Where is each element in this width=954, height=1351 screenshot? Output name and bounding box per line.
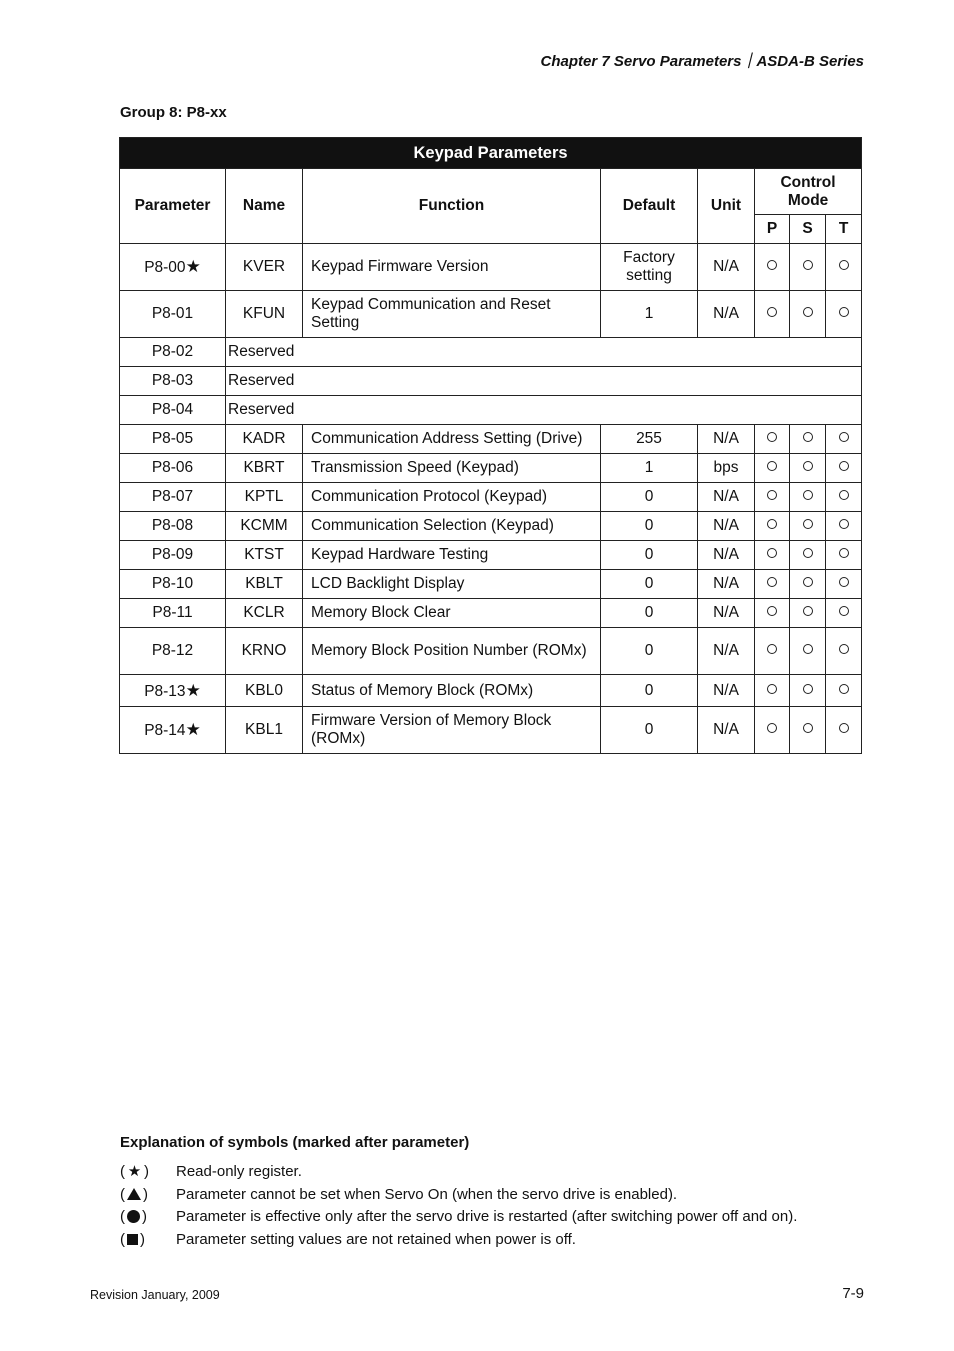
cell-name: KRNO xyxy=(226,628,303,675)
cell-mode-t xyxy=(826,483,862,512)
cell-mode-p xyxy=(755,512,790,541)
header-default: Default xyxy=(601,169,698,244)
circle-icon xyxy=(767,644,777,654)
cell-function: Keypad Firmware Version xyxy=(303,244,601,291)
keypad-parameters-table xyxy=(119,137,862,754)
revision-footer: Revision January, 2009 xyxy=(90,1288,220,1302)
cell-mode-t xyxy=(826,291,862,338)
circle-icon xyxy=(803,307,813,317)
cell-default: 0 xyxy=(601,628,698,675)
legend-item xyxy=(120,1228,797,1251)
cell-mode-s xyxy=(790,454,826,483)
cell-mode-s xyxy=(790,599,826,628)
cell-unit: N/A xyxy=(698,541,755,570)
cell-function: Memory Block Clear xyxy=(303,599,601,628)
parameter-code: P8-04 xyxy=(151,401,194,418)
cell-function: Memory Block Position Number (ROMx) xyxy=(303,628,601,675)
legend-text: Parameter setting values are not retained when power is off. xyxy=(176,1230,576,1248)
cell-mode-t xyxy=(826,628,862,675)
cell-default: 0 xyxy=(601,483,698,512)
cell-reserved: Reserved xyxy=(226,338,862,367)
parameter-code: P8-00 xyxy=(144,259,186,276)
cell-parameter xyxy=(120,707,226,754)
table-row xyxy=(120,541,862,570)
cell-unit: N/A xyxy=(698,291,755,338)
cell-mode-p xyxy=(755,483,790,512)
symbol-legend xyxy=(120,1160,797,1251)
cell-mode-t xyxy=(826,425,862,454)
circle-icon xyxy=(767,723,777,733)
cell-mode-t xyxy=(826,512,862,541)
cell-mode-p xyxy=(755,291,790,338)
legend-symbol: ( ) xyxy=(120,1230,145,1248)
legend-item xyxy=(120,1183,797,1206)
cell-default: 1 xyxy=(601,291,698,338)
cell-name: KBL1 xyxy=(226,707,303,754)
cell-name: KFUN xyxy=(226,291,303,338)
cell-unit: N/A xyxy=(698,512,755,541)
legend-text: Read-only register. xyxy=(176,1162,302,1180)
table-row xyxy=(120,707,862,754)
cell-unit: N/A xyxy=(698,570,755,599)
cell-mode-p xyxy=(755,707,790,754)
circle-icon xyxy=(767,548,777,558)
cell-unit: N/A xyxy=(698,483,755,512)
cell-function: Transmission Speed (Keypad) xyxy=(303,454,601,483)
cell-default: 1 xyxy=(601,454,698,483)
parameter-code: P8-09 xyxy=(151,546,194,563)
circle-icon xyxy=(803,519,813,529)
cell-mode-s xyxy=(790,244,826,291)
parameter-code: P8-06 xyxy=(151,459,194,476)
table-row xyxy=(120,338,862,367)
cell-default: 0 xyxy=(601,675,698,707)
cell-name: KVER xyxy=(226,244,303,291)
legend-symbol: ( ) xyxy=(120,1208,147,1226)
table-row xyxy=(120,628,862,675)
table-banner: Keypad Parameters xyxy=(120,138,862,169)
star-icon: ★ xyxy=(185,680,201,700)
star-icon: ★ xyxy=(185,720,201,739)
cell-parameter xyxy=(120,338,226,367)
cell-mode-s xyxy=(790,707,826,754)
cell-mode-s xyxy=(790,628,826,675)
cell-parameter xyxy=(120,244,226,291)
parameter-code: P8-05 xyxy=(151,430,194,447)
cell-mode-t xyxy=(826,675,862,707)
cell-name: KBLT xyxy=(226,570,303,599)
legend-title: Explanation of symbols (marked after parameter) xyxy=(120,1134,470,1151)
cell-mode-p xyxy=(755,454,790,483)
cell-function: Communication Address Setting (Drive) xyxy=(303,425,601,454)
cell-parameter xyxy=(120,454,226,483)
table-row xyxy=(120,675,862,707)
cell-function: Firmware Version of Memory Block (ROMx) xyxy=(303,707,601,754)
cell-mode-p xyxy=(755,541,790,570)
table-row xyxy=(120,367,862,396)
circle-icon xyxy=(839,723,849,733)
cell-mode-s xyxy=(790,483,826,512)
table-row xyxy=(120,599,862,628)
cell-name: KPTL xyxy=(226,483,303,512)
circle-icon xyxy=(839,577,849,587)
circle-icon xyxy=(803,577,813,587)
parameter-code: P8-11 xyxy=(152,604,193,621)
cell-name: KCMM xyxy=(226,512,303,541)
cell-mode-s xyxy=(790,675,826,707)
cell-unit: N/A xyxy=(698,675,755,707)
cell-default: 0 xyxy=(601,599,698,628)
cell-mode-t xyxy=(826,541,862,570)
table-row xyxy=(120,483,862,512)
table-row xyxy=(120,396,862,425)
cell-parameter xyxy=(120,425,226,454)
cell-mode-p xyxy=(755,570,790,599)
cell-name: KADR xyxy=(226,425,303,454)
header-mode-t: T xyxy=(826,215,862,244)
legend-symbol: ( ★ ) xyxy=(120,1162,149,1181)
cell-parameter xyxy=(120,628,226,675)
cell-parameter xyxy=(120,675,226,707)
circle-icon xyxy=(767,432,777,442)
page-number: 7-9 xyxy=(842,1285,864,1302)
cell-name: KCLR xyxy=(226,599,303,628)
header-function: Function xyxy=(303,169,601,244)
star-icon: ★ xyxy=(127,1163,142,1181)
circle-icon xyxy=(767,606,777,616)
cell-mode-p xyxy=(755,599,790,628)
table-row xyxy=(120,425,862,454)
group-title: Group 8: P8-xx xyxy=(120,104,227,121)
filled-circle-icon xyxy=(127,1210,140,1223)
circle-icon xyxy=(803,490,813,500)
cell-unit: N/A xyxy=(698,599,755,628)
cell-parameter xyxy=(120,483,226,512)
cell-parameter xyxy=(120,541,226,570)
cell-mode-t xyxy=(826,707,862,754)
table-row xyxy=(120,512,862,541)
legend-symbol: ( ) xyxy=(120,1185,148,1203)
circle-icon xyxy=(803,644,813,654)
circle-icon xyxy=(767,307,777,317)
parameter-code: P8-08 xyxy=(151,517,194,534)
triangle-icon xyxy=(127,1188,141,1200)
cell-mode-p xyxy=(755,675,790,707)
circle-icon xyxy=(839,606,849,616)
header-control-mode: Control Mode xyxy=(755,169,862,215)
cell-parameter xyxy=(120,367,226,396)
circle-icon xyxy=(767,519,777,529)
circle-icon xyxy=(839,260,849,270)
square-icon xyxy=(127,1234,138,1245)
cell-unit: N/A xyxy=(698,707,755,754)
parameter-code: P8-07 xyxy=(151,488,194,505)
cell-mode-t xyxy=(826,570,862,599)
parameter-code: P8-10 xyxy=(151,575,194,592)
parameter-code: P8-01 xyxy=(151,305,194,322)
cell-mode-p xyxy=(755,628,790,675)
circle-icon xyxy=(839,490,849,500)
cell-reserved: Reserved xyxy=(226,396,862,425)
circle-icon xyxy=(767,684,777,694)
cell-function: LCD Backlight Display xyxy=(303,570,601,599)
cell-mode-t xyxy=(826,244,862,291)
cell-mode-t xyxy=(826,599,862,628)
legend-text: Parameter is effective only after the servo drive is restarted (after switching power off and on). xyxy=(176,1208,798,1226)
legend-text: Parameter cannot be set when Servo On (when the servo drive is enabled). xyxy=(176,1185,678,1203)
cell-default: Factory setting xyxy=(601,244,698,291)
circle-icon xyxy=(839,644,849,654)
circle-icon xyxy=(803,260,813,270)
cell-name: KBL0 xyxy=(226,675,303,707)
cell-name: KBRT xyxy=(226,454,303,483)
cell-unit: N/A xyxy=(698,628,755,675)
circle-icon xyxy=(839,461,849,471)
circle-icon xyxy=(803,461,813,471)
legend-item xyxy=(120,1205,797,1228)
header-name: Name xyxy=(226,169,303,244)
cell-mode-s xyxy=(790,425,826,454)
circle-icon xyxy=(839,519,849,529)
cell-mode-s xyxy=(790,541,826,570)
table-body xyxy=(120,244,862,754)
header-mode-p: P xyxy=(755,215,790,244)
cell-unit: N/A xyxy=(698,244,755,291)
parameter-code: P8-14 xyxy=(144,722,186,739)
parameter-code: P8-13 xyxy=(144,682,186,700)
header-parameter: Parameter xyxy=(120,169,226,244)
cell-mode-s xyxy=(790,570,826,599)
cell-parameter xyxy=(120,570,226,599)
cell-function: Keypad Hardware Testing xyxy=(303,541,601,570)
circle-icon xyxy=(803,432,813,442)
header-unit: Unit xyxy=(698,169,755,244)
cell-mode-p xyxy=(755,244,790,291)
circle-icon xyxy=(767,577,777,587)
cell-reserved: Reserved xyxy=(226,367,862,396)
cell-unit: N/A xyxy=(698,425,755,454)
cell-function: Status of Memory Block (ROMx) xyxy=(303,675,601,707)
cell-default: 255 xyxy=(601,425,698,454)
circle-icon xyxy=(803,606,813,616)
parameter-code: P8-02 xyxy=(151,343,194,360)
parameter-code: P8-12 xyxy=(151,642,194,659)
chapter-header: Chapter 7 Servo Parameters｜ASDA-B Series xyxy=(540,53,864,70)
cell-mode-t xyxy=(826,454,862,483)
circle-icon xyxy=(839,432,849,442)
star-icon: ★ xyxy=(185,257,201,276)
cell-mode-p xyxy=(755,425,790,454)
cell-default: 0 xyxy=(601,541,698,570)
table-row xyxy=(120,291,862,338)
circle-icon xyxy=(803,548,813,558)
circle-icon xyxy=(839,684,849,694)
circle-icon xyxy=(767,490,777,500)
cell-function: Communication Selection (Keypad) xyxy=(303,512,601,541)
cell-default: 0 xyxy=(601,707,698,754)
circle-icon xyxy=(767,260,777,270)
cell-parameter xyxy=(120,396,226,425)
cell-default: 0 xyxy=(601,570,698,599)
header-mode-s: S xyxy=(790,215,826,244)
cell-parameter xyxy=(120,599,226,628)
cell-parameter xyxy=(120,291,226,338)
parameter-code: P8-03 xyxy=(151,372,194,389)
table-row xyxy=(120,244,862,291)
cell-default: 0 xyxy=(601,512,698,541)
table-row xyxy=(120,454,862,483)
cell-parameter xyxy=(120,512,226,541)
circle-icon xyxy=(767,461,777,471)
circle-icon xyxy=(803,723,813,733)
cell-mode-s xyxy=(790,512,826,541)
table-row xyxy=(120,570,862,599)
circle-icon xyxy=(803,684,813,694)
cell-function: Keypad Communication and Reset Setting xyxy=(303,291,601,338)
circle-icon xyxy=(839,548,849,558)
cell-unit: bps xyxy=(698,454,755,483)
circle-icon xyxy=(839,307,849,317)
cell-function: Communication Protocol (Keypad) xyxy=(303,483,601,512)
cell-mode-s xyxy=(790,291,826,338)
legend-item xyxy=(120,1160,797,1183)
cell-name: KTST xyxy=(226,541,303,570)
